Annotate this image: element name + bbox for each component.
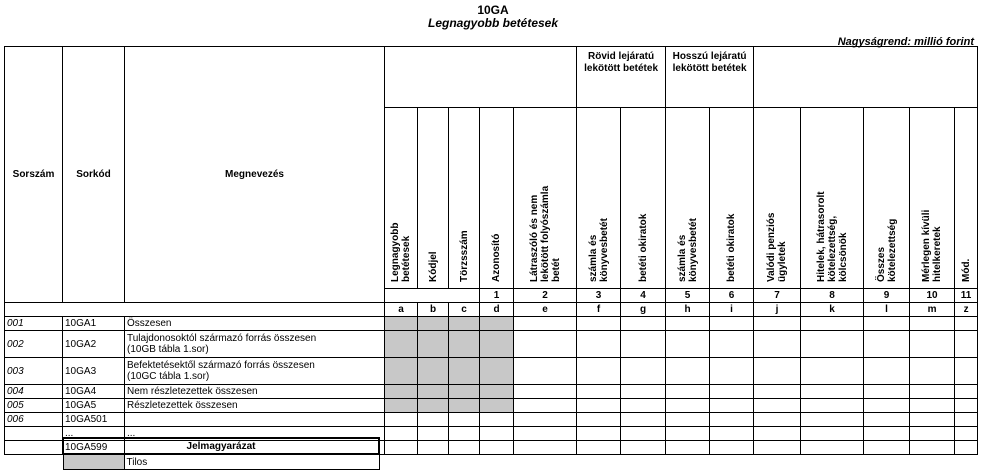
data-cell[interactable]: [480, 331, 514, 358]
data-cell[interactable]: [710, 331, 754, 358]
data-cell[interactable]: [666, 358, 710, 385]
data-cell[interactable]: [910, 358, 955, 385]
data-cell[interactable]: [801, 385, 864, 399]
data-cell[interactable]: [418, 427, 449, 441]
data-cell[interactable]: [480, 399, 514, 413]
col-header-label: [726, 213, 738, 282]
data-cell[interactable]: [710, 317, 754, 331]
data-cell[interactable]: [385, 399, 418, 413]
col-header-label-line: Legnagyobb: [390, 222, 401, 282]
data-cell[interactable]: [577, 427, 621, 441]
col-letter: b: [418, 303, 449, 317]
col-letter: z: [955, 303, 978, 317]
data-cell[interactable]: [754, 385, 801, 399]
data-cell[interactable]: [801, 441, 864, 455]
row-sorkod: 10GA4: [63, 385, 125, 399]
col-header-14: [955, 108, 978, 289]
data-cell[interactable]: [955, 358, 978, 385]
col-header-label-line: számla és: [587, 234, 599, 282]
data-cell[interactable]: [449, 441, 480, 455]
legend-title: Jelmagyarázat: [63, 438, 379, 454]
col-header-5: [514, 108, 577, 289]
data-cell[interactable]: [666, 399, 710, 413]
header-spacer: [5, 303, 385, 317]
row-sorkod: 10GA2: [63, 331, 125, 358]
data-cell[interactable]: [385, 358, 418, 385]
main-table: [4, 46, 978, 455]
table-row: [5, 358, 978, 385]
row-sorkod: 10GA5: [63, 399, 125, 413]
data-cell[interactable]: [418, 413, 449, 427]
col-number: 2: [514, 289, 577, 303]
col-header-label: [528, 185, 562, 282]
row-megnevezes-line: Nem részletezettek összesen: [127, 386, 258, 397]
data-cell[interactable]: [754, 358, 801, 385]
data-cell[interactable]: [910, 317, 955, 331]
col-header-label-line: Összes: [875, 246, 887, 282]
data-cell[interactable]: [666, 413, 710, 427]
data-cell[interactable]: [801, 317, 864, 331]
table-code: 10GA: [477, 3, 509, 17]
data-cell[interactable]: [577, 413, 621, 427]
col-header-sorszam: Sorszám: [5, 47, 63, 303]
data-cell[interactable]: [514, 331, 577, 358]
col-letter: j: [754, 303, 801, 317]
data-cell[interactable]: [801, 358, 864, 385]
data-cell[interactable]: [864, 385, 910, 399]
col-header-label-line: betétesek: [401, 235, 412, 282]
data-cell[interactable]: [801, 413, 864, 427]
data-cell[interactable]: [480, 441, 514, 455]
col-header-label: [491, 233, 502, 282]
data-cell[interactable]: [480, 427, 514, 441]
col-header-2: [418, 108, 449, 289]
row-sorszam: [5, 441, 63, 455]
col-letter: d: [480, 303, 514, 317]
row-megnevezes: [125, 317, 385, 331]
data-cell[interactable]: [754, 331, 801, 358]
data-cell[interactable]: [385, 317, 418, 331]
col-number: 10: [910, 289, 955, 303]
table-row: [5, 385, 978, 399]
col-header-3: [449, 108, 480, 289]
data-cell[interactable]: [864, 331, 910, 358]
col-letter: l: [864, 303, 910, 317]
data-cell[interactable]: [514, 399, 577, 413]
data-cell[interactable]: [577, 317, 621, 331]
col-header-label: [676, 218, 699, 282]
data-cell[interactable]: [666, 317, 710, 331]
col-header-label-line: hitelkeretek: [932, 226, 944, 282]
data-cell[interactable]: [801, 427, 864, 441]
col-letter: e: [514, 303, 577, 317]
col-header-label-line: könyvesbetét: [598, 218, 610, 282]
col-number: 6: [710, 289, 754, 303]
col-header-label-line: könyvesbetét: [687, 218, 699, 282]
col-header-label-line: Törzsszám: [458, 230, 470, 282]
row-megnevezes: [125, 358, 385, 385]
col-letter: i: [710, 303, 754, 317]
data-cell[interactable]: [621, 413, 666, 427]
data-cell[interactable]: [621, 441, 666, 455]
row-sorkod: 10GA3: [63, 358, 125, 385]
data-cell[interactable]: [621, 399, 666, 413]
row-sorszam: 004: [5, 385, 63, 399]
table-title: Legnagyobb betétesek: [427, 16, 559, 30]
col-header-label: [390, 222, 412, 282]
data-cell[interactable]: [449, 331, 480, 358]
col-header-4: [480, 108, 514, 289]
row-sorszam: 002: [5, 331, 63, 358]
data-cell[interactable]: [666, 331, 710, 358]
data-cell[interactable]: [385, 385, 418, 399]
data-cell[interactable]: [754, 317, 801, 331]
data-cell[interactable]: [955, 385, 978, 399]
data-cell[interactable]: [418, 317, 449, 331]
data-cell[interactable]: [449, 358, 480, 385]
data-cell[interactable]: [480, 358, 514, 385]
row-megnevezes-line: Részletezettek összesen: [127, 400, 238, 411]
data-cell[interactable]: [449, 385, 480, 399]
col-letter: h: [666, 303, 710, 317]
row-megnevezes-line: (10GB tábla 1.sor): [127, 344, 209, 355]
col-header-12: [864, 108, 910, 289]
row-megnevezes: [125, 413, 385, 427]
data-cell[interactable]: [480, 413, 514, 427]
row-megnevezes-line: Tulajdonosoktól származó forrás összesen: [127, 333, 317, 344]
data-cell[interactable]: [864, 427, 910, 441]
row-megnevezes-line: ...: [127, 428, 136, 439]
group-header-long: Hosszú lejáratú lekötött betétek: [666, 47, 754, 108]
row-megnevezes: [125, 331, 385, 358]
col-header-8: [666, 108, 710, 289]
col-header-label-line: kötelezettség: [886, 218, 898, 282]
table-row: [5, 399, 978, 413]
col-header-label-line: betéti okiratok: [637, 213, 649, 282]
data-cell[interactable]: [754, 427, 801, 441]
col-header-label-line: betét: [550, 258, 562, 282]
data-cell[interactable]: [801, 331, 864, 358]
row-sorszam: 003: [5, 358, 63, 385]
data-cell[interactable]: [621, 358, 666, 385]
row-megnevezes-line: Összesen: [127, 318, 172, 329]
col-header-label-line: kötelezettség,: [826, 215, 838, 282]
data-cell[interactable]: [577, 331, 621, 358]
col-letter: c: [449, 303, 480, 317]
col-header-7: [621, 108, 666, 289]
data-cell[interactable]: [621, 331, 666, 358]
col-header-6: [577, 108, 621, 289]
col-header-label-line: Hitelek, hátrasorolt: [815, 191, 827, 282]
col-header-label: [815, 191, 849, 282]
data-cell[interactable]: [385, 413, 418, 427]
data-cell[interactable]: [577, 441, 621, 455]
col-header-label-line: Mód.: [960, 258, 972, 282]
data-cell[interactable]: [418, 331, 449, 358]
col-header-megnevezes: Megnevezés: [125, 47, 385, 303]
data-cell[interactable]: [449, 317, 480, 331]
row-sorszam: 005: [5, 399, 63, 413]
col-header-label-line: lekötött folyószámla: [539, 185, 551, 282]
data-cell[interactable]: [514, 317, 577, 331]
row-sorszam: 006: [5, 413, 63, 427]
col-number: 9: [864, 289, 910, 303]
legend-grey-swatch: [63, 454, 124, 470]
group-header-empty-right: [754, 47, 978, 108]
data-cell[interactable]: [955, 331, 978, 358]
data-cell[interactable]: [710, 385, 754, 399]
table-row: [5, 331, 978, 358]
data-cell[interactable]: [385, 331, 418, 358]
row-sorkod: ...: [63, 427, 125, 441]
col-number: 7: [754, 289, 801, 303]
data-cell[interactable]: [864, 317, 910, 331]
group-header-empty-left: [385, 47, 577, 108]
col-header-label-line: Látraszóló és nem: [528, 194, 540, 282]
col-letter: k: [801, 303, 864, 317]
data-cell[interactable]: [577, 399, 621, 413]
data-cell[interactable]: [955, 399, 978, 413]
data-cell[interactable]: [385, 427, 418, 441]
col-header-label-line: Mérlegen kívüli: [921, 209, 933, 282]
data-cell[interactable]: [910, 427, 955, 441]
header-spacer: [385, 289, 480, 303]
col-number: 4: [621, 289, 666, 303]
data-cell[interactable]: [910, 441, 955, 455]
data-cell[interactable]: [910, 413, 955, 427]
data-cell[interactable]: [480, 385, 514, 399]
data-cell[interactable]: [710, 441, 754, 455]
data-cell[interactable]: [418, 385, 449, 399]
col-letter: g: [621, 303, 666, 317]
row-sorkod: 10GA501: [63, 413, 125, 427]
col-number: 11: [955, 289, 978, 303]
col-header-label-line: Valódi penziós: [766, 212, 778, 282]
unit-label: Nagyságrend: millió forint: [837, 36, 974, 48]
data-cell[interactable]: [418, 399, 449, 413]
data-cell[interactable]: [666, 385, 710, 399]
data-cell[interactable]: [449, 399, 480, 413]
legend-item-label: Tilos: [124, 454, 379, 470]
table-row: [5, 317, 978, 331]
data-cell[interactable]: [864, 358, 910, 385]
row-sorkod: 10GA599: [63, 441, 125, 455]
data-cell[interactable]: [514, 441, 577, 455]
col-letter: a: [385, 303, 418, 317]
col-number: 1: [480, 289, 514, 303]
data-cell[interactable]: [910, 399, 955, 413]
col-header-label-line: Azonosító: [491, 233, 502, 282]
data-cell[interactable]: [710, 358, 754, 385]
col-header-1: [385, 108, 418, 289]
data-cell[interactable]: [449, 427, 480, 441]
col-header-label: [458, 230, 470, 282]
data-cell[interactable]: [754, 399, 801, 413]
col-number: 3: [577, 289, 621, 303]
col-header-label: [875, 218, 898, 282]
data-cell[interactable]: [480, 317, 514, 331]
col-letter: f: [577, 303, 621, 317]
col-header-9: [710, 108, 754, 289]
col-header-10: [754, 108, 801, 289]
data-cell[interactable]: [955, 413, 978, 427]
data-cell[interactable]: [514, 358, 577, 385]
col-header-label-line: ügyletek: [777, 241, 789, 282]
col-header-label: [960, 258, 972, 282]
col-header-label: [637, 213, 649, 282]
data-cell[interactable]: [801, 399, 864, 413]
data-cell[interactable]: [710, 399, 754, 413]
data-cell[interactable]: [577, 358, 621, 385]
row-megnevezes-line: (10GC tábla 1.sor): [127, 371, 210, 382]
col-header-label-line: Kódjel: [427, 251, 439, 282]
data-cell[interactable]: [864, 413, 910, 427]
col-header-label: [587, 218, 610, 282]
data-cell[interactable]: [710, 413, 754, 427]
data-cell[interactable]: [710, 427, 754, 441]
col-header-label-line: kölcsönök: [837, 232, 849, 282]
col-header-11: [801, 108, 864, 289]
data-cell[interactable]: [910, 385, 955, 399]
data-cell[interactable]: [385, 441, 418, 455]
col-header-sorkod: Sorkód: [63, 47, 125, 303]
data-cell[interactable]: [754, 441, 801, 455]
data-cell[interactable]: [666, 441, 710, 455]
row-sorkod: 10GA1: [63, 317, 125, 331]
data-cell[interactable]: [621, 385, 666, 399]
data-cell[interactable]: [955, 441, 978, 455]
row-megnevezes: [125, 385, 385, 399]
col-letter: m: [910, 303, 955, 317]
data-cell[interactable]: [621, 317, 666, 331]
data-cell[interactable]: [864, 399, 910, 413]
data-cell[interactable]: [910, 331, 955, 358]
row-sorszam: 001: [5, 317, 63, 331]
data-cell[interactable]: [864, 441, 910, 455]
col-header-label: [921, 209, 944, 282]
col-header-label-line: számla és: [676, 234, 688, 282]
legend-table: [62, 437, 380, 470]
data-cell[interactable]: [955, 427, 978, 441]
data-cell[interactable]: [577, 385, 621, 399]
data-cell[interactable]: [514, 413, 577, 427]
data-cell[interactable]: [449, 413, 480, 427]
data-cell[interactable]: [666, 427, 710, 441]
col-header-label: [766, 212, 789, 282]
data-cell[interactable]: [418, 358, 449, 385]
col-number: 5: [666, 289, 710, 303]
row-megnevezes-line: Befektetésektől származó forrás összesen: [127, 360, 315, 371]
col-header-13: [910, 108, 955, 289]
data-cell[interactable]: [514, 385, 577, 399]
col-header-label-line: betéti okiratok: [726, 213, 738, 282]
col-number: 8: [801, 289, 864, 303]
data-cell[interactable]: [754, 413, 801, 427]
row-sorszam: [5, 427, 63, 441]
data-cell[interactable]: [621, 427, 666, 441]
data-cell[interactable]: [955, 317, 978, 331]
data-cell[interactable]: [418, 441, 449, 455]
group-header-short: Rövid lejáratú lekötött betétek: [577, 47, 666, 108]
data-cell[interactable]: [514, 427, 577, 441]
row-megnevezes: [125, 399, 385, 413]
table-row: [5, 413, 978, 427]
col-header-label: [427, 251, 439, 282]
